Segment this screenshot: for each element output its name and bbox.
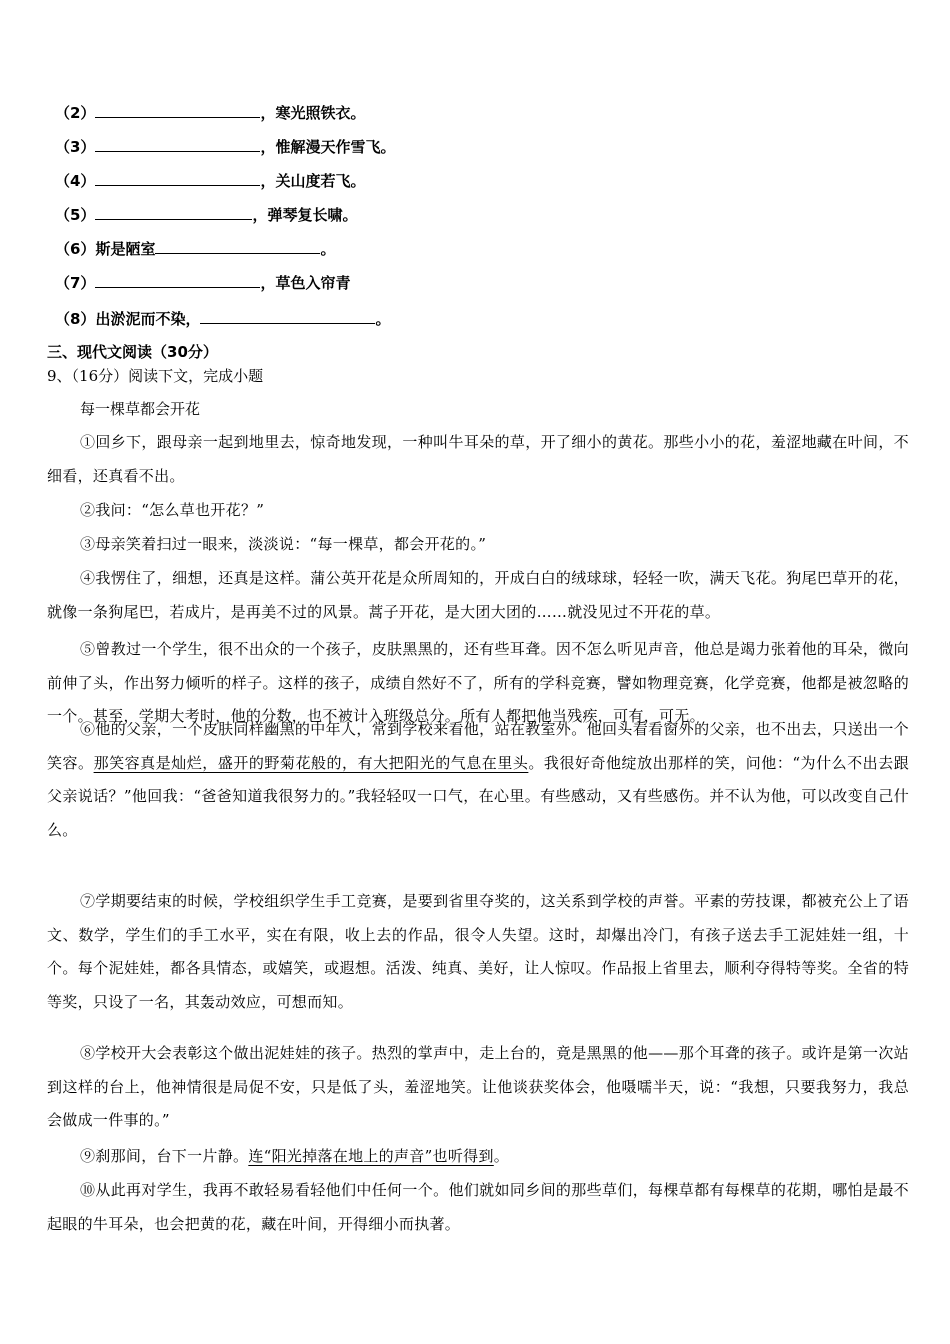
underlined-sentence: 那笑容真是灿烂，盛开的野菊花般的，有大把阳光的气息在里头 <box>93 753 529 772</box>
fill-blank-2 <box>55 102 365 123</box>
fill-blank-number: （2） <box>55 104 96 122</box>
article-paragraph-6 <box>47 713 909 847</box>
article-paragraph-3: ③母亲笑着扫过一眼来，淡淡说：“每一棵草，都会开花的。” <box>80 535 487 553</box>
paragraph-text: ⑥他的父亲，一个皮肤同样幽黑的中年人，常到学校来看他，站在教室外。他回头看看窗外的父亲，也不出去，只送出一个笑容。 <box>47 720 909 772</box>
fill-blank-number: （4） <box>55 172 96 190</box>
underlined-sentence: 连“阳光掉落在地上的声音”也听得到 <box>248 1147 494 1165</box>
fill-blank-4 <box>55 170 365 191</box>
article-paragraph-1: ①回乡下，跟母亲一起到地里去，惊奇地发现，一种叫牛耳朵的草，开了细小的黄花。那些小小的花，羞涩地藏在叶间，不细看，还真看不出。 <box>47 433 909 485</box>
article-paragraph-10: ⑩从此再对学生，我再不敢轻易看轻他们中任何一个。他们就如同乡间的那些草们，每棵草都有每棵草的花期，哪怕是最不起眼的牛耳朵，也会把黄的花，藏在叶间，开得细小而执著。 <box>47 1181 909 1233</box>
article-paragraph-4: ④我愣住了，细想，还真是这样。蒲公英开花是众所周知的，开成白白的绒球球，轻轻一吹，满天飞花。狗尾巴草开的花，就像一条狗尾巴，若成片，是再美不过的风景。蒿子开花，是大团大团的……就没见过不开花的草。 <box>47 569 909 621</box>
fill-blank-8 <box>55 308 390 329</box>
fill-blank-number: （7） <box>55 274 96 292</box>
fill-blank-number: （5） <box>55 206 96 224</box>
fill-blank-text-before: 出淤泥而不染， <box>95 310 201 328</box>
answer-blank[interactable] <box>95 136 260 152</box>
answer-blank[interactable] <box>95 102 260 118</box>
answer-blank[interactable] <box>155 238 320 254</box>
fill-blank-text-before: 斯是陋室 <box>95 240 156 258</box>
paragraph-text: ⑨刹那间，台下一片静。 <box>80 1147 249 1165</box>
section-title: 三、现代文阅读（30分） <box>47 343 218 361</box>
fill-blank-number: （3） <box>55 138 96 156</box>
article-paragraph-2: ②我问：“怎么草也开花？” <box>80 501 265 519</box>
fill-blank-text: ，草色入帘青 <box>260 274 351 292</box>
article-title: 每一棵草都会开花 <box>80 400 201 418</box>
paragraph-text: 。我很好奇他绽放出那样的笑，问他：“为什么不出去跟父亲说话？”他回我：“爸爸知道我很努力的。”我轻轻叹一口气，在心里。有些感动，又有些感伤。并不认为他，可以改变自己什么。 <box>47 753 910 839</box>
article-paragraph-9 <box>47 1140 909 1174</box>
answer-blank[interactable] <box>95 170 260 186</box>
question-intro: 9、（16分）阅读下文，完成小题 <box>47 367 264 385</box>
fill-blank-number: （6） <box>55 240 96 258</box>
answer-blank[interactable] <box>200 308 375 324</box>
fill-blank-text: ，惟解漫天作雪飞。 <box>260 138 396 156</box>
answer-blank[interactable] <box>95 272 260 288</box>
article-paragraph-7: ⑦学期要结束的时候，学校组织学生手工竞赛，是要到省里夺奖的，这关系到学校的声誉。平素的劳技课，都被充公上了语文、数学，学生们的手工水平，实在有限，收上去的作品，很令人失望。这时，却爆出冷门，有孩子送去手工泥娃娃一组，十个。每个泥娃娃，都各具情态，或嬉笑，或遐想。活泼、纯真、美好，让人惊叹。作品报上省里去，顺利夺得特等奖。全省的特等奖，只设了一名，其轰动效应，可想而知。 <box>47 892 909 1011</box>
fill-blank-3 <box>55 136 395 157</box>
fill-blank-text: 。 <box>320 240 336 258</box>
fill-blank-text: ，弹琴复长啸。 <box>252 206 358 224</box>
fill-blank-5 <box>55 204 357 225</box>
fill-blank-6 <box>55 238 335 259</box>
fill-blank-text: ，关山度若飞。 <box>260 172 366 190</box>
fill-blank-number: （8） <box>55 310 96 328</box>
paragraph-text: 。 <box>493 1147 510 1165</box>
fill-blank-7 <box>55 272 350 293</box>
answer-blank[interactable] <box>95 204 252 220</box>
fill-blank-text: ，寒光照铁衣。 <box>260 104 366 122</box>
fill-blank-text: 。 <box>375 310 391 328</box>
article-paragraph-5: ⑤曾教过一个学生，很不出众的一个孩子，皮肤黑黑的，还有些耳聋。因不怎么听见声音，他总是竭力张着他的耳朵，微向前伸了头，作出努力倾听的样子。这样的孩子，成绩自然好不了，所有的学科竞赛，譬如物理竞赛，化学竞赛，他都是被忽略的一个。甚至，学期大考时，他的分数，也不被计入班级总分。所有人都把他当残疾，可有，可无。 <box>47 640 909 725</box>
article-paragraph-8: ⑧学校开大会表彰这个做出泥娃娃的孩子。热烈的掌声中，走上台的，竟是黑黑的他——那个耳聋的孩子。或许是第一次站到这样的台上，他神情很是局促不安，只是低了头，羞涩地笑。让他谈获奖体会，他嗫嚅半天，说：“我想，只要我努力，我总会做成一件事的。” <box>47 1044 909 1129</box>
